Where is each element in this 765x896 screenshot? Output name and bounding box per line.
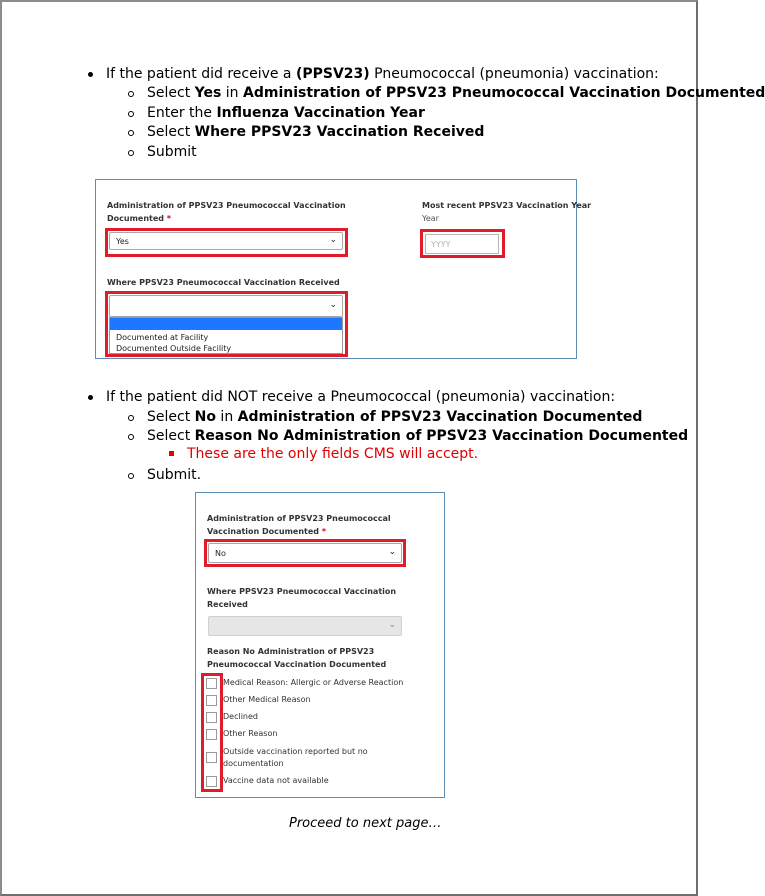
sub-bullet (128, 473, 134, 479)
reason-option-other-medical: Other Medical Reason (223, 695, 311, 704)
year-label: Most recent PPSV23 Vaccination Year (422, 201, 592, 210)
sub-bullet (128, 415, 134, 421)
footer-note: Proceed to next page… (289, 816, 442, 831)
section2-bullet: If the patient did NOT receive a Pneumococcal (pneumonia) vaccination: (106, 389, 616, 405)
reason-option-declined: Declined (223, 712, 258, 721)
section1-step-1: Select Yes in Administration of PPSV23 Pneumococcal Vaccination Documented (147, 85, 765, 101)
highlight-box (105, 291, 348, 357)
section2-step-1: Select No in Administration of PPSV23 Vaccination Documented (147, 409, 643, 425)
admin-select[interactable]: Yes ⌄ (109, 232, 343, 250)
bullet (88, 72, 93, 77)
section1-step-3: Select Where PPSV23 Vaccination Received (147, 124, 485, 140)
year-sublabel: Year (422, 214, 439, 223)
section1-step-2: Enter the Influenza Vaccination Year (147, 105, 425, 121)
section1-step-4: Submit (147, 144, 197, 160)
chevron-down-icon: ⌄ (329, 300, 337, 310)
where-label: Where PPSV23 Pneumococcal Vaccination Received (207, 587, 397, 609)
sub-bullet (128, 130, 134, 136)
sub-bullet (128, 91, 134, 97)
reason-label: Reason No Administration of PPSV23 Pneumococcal Vaccination Documented (207, 647, 387, 669)
highlight-box (201, 673, 223, 792)
bullet (88, 395, 93, 400)
highlight-box (420, 229, 505, 258)
section2-step-3: Submit. (147, 467, 202, 483)
where-select-disabled (208, 616, 402, 636)
chevron-down-icon: ⌄ (329, 235, 337, 245)
sub-bullet (128, 150, 134, 156)
chevron-down-icon: ⌄ (388, 547, 396, 557)
reason-option-outside: Outside vaccination reported but no documentation (223, 747, 368, 768)
section2-step-2: Select Reason No Administration of PPSV23 Vaccination Documented (147, 428, 689, 444)
sub-sub-bullet (169, 451, 174, 456)
form-screenshot-no (195, 492, 445, 798)
admin-select[interactable]: No ⌄ (208, 543, 402, 563)
where-label: Where PPSV23 Pneumococcal Vaccination Received (107, 278, 340, 287)
reason-option-no-data: Vaccine data not available (223, 776, 329, 785)
admin-label: Administration of PPSV23 Pneumococcal Vaccination Documented * (107, 201, 346, 223)
chevron-down-icon: ⌄ (388, 620, 396, 630)
highlight-box (105, 228, 348, 257)
admin-label: Administration of PPSV23 Pneumococcal Vaccination Documented * (207, 514, 391, 536)
form-screenshot-yes (95, 179, 592, 359)
highlight-box (204, 539, 406, 567)
option-outside-facility[interactable]: Documented Outside Facility (116, 344, 232, 353)
year-input[interactable]: YYYY (425, 234, 499, 254)
reason-option-other: Other Reason (223, 729, 278, 738)
reason-option-allergic: Medical Reason: Allergic or Adverse Reaction (223, 678, 404, 687)
option-at-facility[interactable]: Documented at Facility (116, 333, 209, 342)
sub-bullet (128, 434, 134, 440)
sub-bullet (128, 111, 134, 117)
section1-bullet: If the patient did receive a (PPSV23) Pneumococcal (pneumonia) vaccination: (106, 66, 659, 82)
cms-note: These are the only fields CMS will accept. (187, 446, 479, 462)
